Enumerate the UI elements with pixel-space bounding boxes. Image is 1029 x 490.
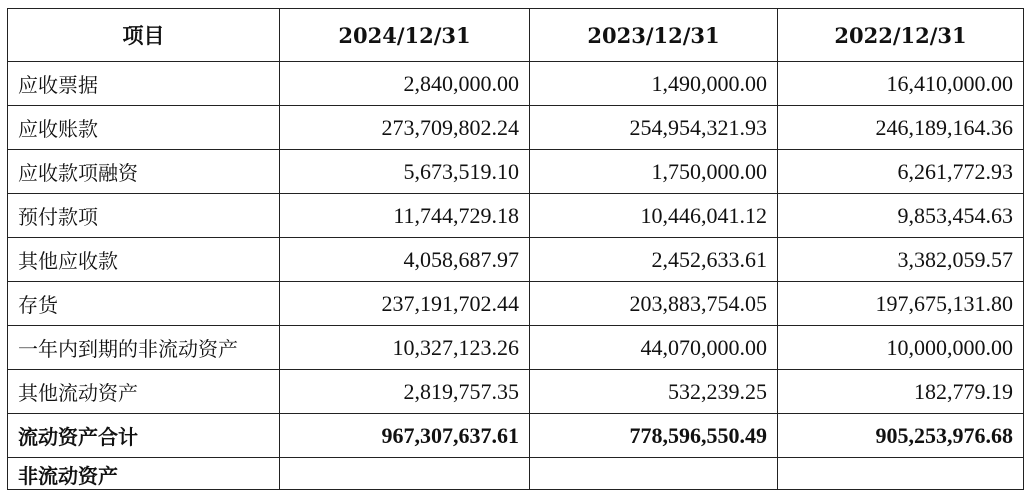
row-label: 其他应收款: [8, 238, 280, 282]
partial-row-label: 非流动资产: [8, 458, 280, 490]
value-2024: 237,191,702.44: [280, 282, 530, 326]
value-2024: 4,058,687.97: [280, 238, 530, 282]
value-2024: 11,744,729.18: [280, 194, 530, 238]
value-2022: 9,853,454.63: [778, 194, 1024, 238]
total-label: 流动资产合计: [8, 414, 280, 458]
value-2022: 10,000,000.00: [778, 326, 1024, 370]
partial-2023: [530, 458, 778, 490]
value-2022: 16,410,000.00: [778, 62, 1024, 106]
row-label: 一年内到期的非流动资产: [8, 326, 280, 370]
value-2022: 6,261,772.93: [778, 150, 1024, 194]
value-2023: 1,490,000.00: [530, 62, 778, 106]
table-row: [8, 282, 1024, 326]
value-2022: 246,189,164.36: [778, 106, 1024, 150]
value-2024: 2,840,000.00: [280, 62, 530, 106]
value-2022: 3,382,059.57: [778, 238, 1024, 282]
partial-2024: [280, 458, 530, 490]
table-row: [8, 370, 1024, 414]
value-2023: 1,750,000.00: [530, 150, 778, 194]
value-2022: 182,779.19: [778, 370, 1024, 414]
value-2023: 532,239.25: [530, 370, 778, 414]
row-label: 应收票据: [8, 62, 280, 106]
total-2022: 905,253,976.68: [778, 414, 1024, 458]
row-label: 应收账款: [8, 106, 280, 150]
value-2023: 10,446,041.12: [530, 194, 778, 238]
value-2023: 44,070,000.00: [530, 326, 778, 370]
balance-sheet-table: [7, 8, 1024, 490]
table-row: [8, 238, 1024, 282]
total-2023: 778,596,550.49: [530, 414, 778, 458]
value-2024: 10,327,123.26: [280, 326, 530, 370]
value-2022: 197,675,131.80: [778, 282, 1024, 326]
value-2024: 273,709,802.24: [280, 106, 530, 150]
value-2023: 2,452,633.61: [530, 238, 778, 282]
value-2023: 203,883,754.05: [530, 282, 778, 326]
table-row: [8, 194, 1024, 238]
table-row: [8, 326, 1024, 370]
header-2022: 2022/12/31: [778, 9, 1024, 62]
value-2024: 5,673,519.10: [280, 150, 530, 194]
table-row: [8, 106, 1024, 150]
row-label: 预付款项: [8, 194, 280, 238]
table-row: [8, 150, 1024, 194]
row-label: 存货: [8, 282, 280, 326]
header-2023: 2023/12/31: [530, 9, 778, 62]
total-2024: 967,307,637.61: [280, 414, 530, 458]
total-row: [8, 414, 1024, 458]
value-2024: 2,819,757.35: [280, 370, 530, 414]
partial-2022: [778, 458, 1024, 490]
value-2023: 254,954,321.93: [530, 106, 778, 150]
table-header-row: [8, 9, 1024, 62]
header-item: 项目: [8, 9, 280, 62]
row-label: 应收款项融资: [8, 150, 280, 194]
header-2024: 2024/12/31: [280, 9, 530, 62]
row-label: 其他流动资产: [8, 370, 280, 414]
table-row: [8, 62, 1024, 106]
partial-row: [8, 458, 1024, 490]
